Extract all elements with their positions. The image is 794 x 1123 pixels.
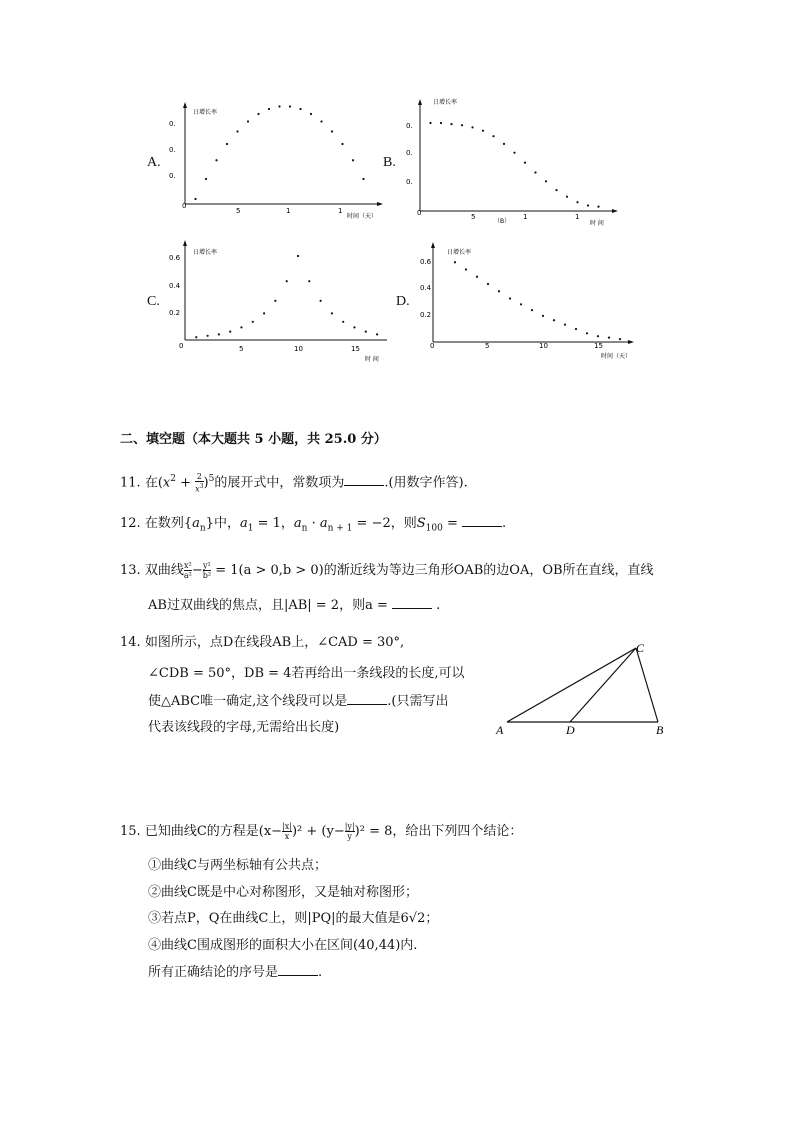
data-point xyxy=(320,120,322,122)
section-title: 二、填空题（本大题共 5 小题，共 25.0 分） xyxy=(120,432,387,447)
q14-line1: 如图所示，点D在线段AB上，∠CAD = 30°, xyxy=(144,635,405,650)
q11-x: x xyxy=(162,475,171,491)
q15-item-3: ③若点P，Q在曲线C上，则|PQ|的最大值是6√2； xyxy=(148,911,439,926)
q15-last-line: 所有正确结论的序号是 . xyxy=(148,965,323,980)
data-point xyxy=(524,162,526,164)
q13-answer-blank[interactable] xyxy=(392,596,432,609)
data-point xyxy=(429,122,431,124)
chart-c-xtick: 0 xyxy=(179,342,184,350)
q12-answer-blank[interactable] xyxy=(462,514,502,527)
data-point xyxy=(545,180,547,182)
q15-frac-y: $\frac{|y|}{y}$ xyxy=(344,822,355,841)
option-c-label: C. xyxy=(147,294,160,309)
q12-tail: . xyxy=(502,516,507,531)
q14-line3: 使△ABC唯一确定,这个线段可以是 .(只需写出 xyxy=(148,694,449,709)
data-point xyxy=(297,255,299,257)
option-a-label: A. xyxy=(147,155,161,170)
data-point xyxy=(509,297,511,299)
data-point xyxy=(331,130,333,132)
q11-power: 5 xyxy=(208,474,215,484)
point-c-label: C xyxy=(636,641,645,655)
chart-b-ytick: 0. xyxy=(406,122,413,130)
data-point xyxy=(531,309,533,311)
chart-d-xtick: 0 xyxy=(430,342,435,350)
data-point xyxy=(205,178,207,180)
data-point xyxy=(440,122,442,124)
question-12 xyxy=(120,514,506,538)
q13-frac-x: $\frac{\text{x²}}{\text{a²}}$ xyxy=(183,561,192,580)
chart-c-xtick: 10 xyxy=(294,345,303,353)
q15-item-4: ④曲线C围成图形的面积大小在区间(40,44)内. xyxy=(148,938,418,953)
q13-frac-y: $\frac{\text{y²}}{\text{b²}}$ xyxy=(202,561,212,580)
data-point xyxy=(553,319,555,321)
option-b-label: B. xyxy=(383,155,396,170)
chart-b-ytick: 0. xyxy=(406,149,413,157)
data-point xyxy=(263,312,265,314)
data-point xyxy=(492,135,494,137)
data-point xyxy=(503,143,505,145)
data-point xyxy=(299,108,301,110)
data-point xyxy=(365,331,367,333)
data-point xyxy=(476,276,478,278)
q11-pre: 在( xyxy=(144,475,163,491)
chart-b-xtick: 5 xyxy=(471,213,476,221)
q15-text: )² + (y− xyxy=(291,824,345,839)
chart-d-ytick: 0.4 xyxy=(420,284,432,292)
q15-text: )² = 8，给出下列四个结论： xyxy=(354,824,523,839)
data-point xyxy=(608,337,610,339)
data-point xyxy=(471,126,473,128)
chart-a-xtick: 1 xyxy=(286,207,291,215)
data-point xyxy=(252,321,254,323)
point-d-label: D xyxy=(566,723,575,737)
chart-a xyxy=(165,100,390,225)
chart-a-xtick: 0 xyxy=(182,202,187,210)
q14-number: 14. xyxy=(120,635,141,650)
chart-d-xtick: 15 xyxy=(594,342,603,350)
chart-d-xtick: 5 xyxy=(485,342,490,350)
chart-c-xtick: 5 xyxy=(239,345,244,353)
q12-s-sub: 100 xyxy=(425,523,443,534)
chart-d xyxy=(413,240,638,365)
data-point xyxy=(236,130,238,132)
q15-item-2: ②曲线C既是中心对称图形，又是轴对称图形； xyxy=(148,885,418,900)
chart-b-note: （B） xyxy=(494,218,511,225)
q11-tail: .(用数字作答). xyxy=(384,475,468,491)
q11-plus: + xyxy=(175,475,196,491)
data-point xyxy=(257,113,259,115)
point-b-label: B xyxy=(656,723,664,737)
chart-a-ytick: 0. xyxy=(169,120,176,128)
data-point xyxy=(597,206,599,208)
data-point xyxy=(278,105,280,107)
q12-eq: = xyxy=(442,516,463,531)
chart-b-xtick: 0 xyxy=(417,209,422,217)
q12-an1-sub: n + 1 xyxy=(327,523,353,534)
data-point xyxy=(331,312,333,314)
data-point xyxy=(575,328,577,330)
chart-d-ytick: 0.2 xyxy=(420,311,432,319)
chart-c xyxy=(165,240,390,365)
data-point xyxy=(342,321,344,323)
q12-text: }中， xyxy=(205,516,240,531)
data-point xyxy=(376,333,378,335)
question-15 xyxy=(120,822,522,841)
q12-a1: a xyxy=(239,516,248,531)
q12-a1-sub: 1 xyxy=(247,523,254,534)
q12-text: = −2，则 xyxy=(352,516,417,531)
data-point xyxy=(194,198,196,200)
chart-c-xlabel: 时 间 xyxy=(365,356,379,363)
chart-d-ylabel: 日增长率 xyxy=(447,249,472,256)
q13-tail: . xyxy=(431,598,441,613)
q15-frac-x: $\frac{|x|}{x}$ xyxy=(282,822,292,841)
q14-line2: ∠CDB = 50°，DB = 4若再给出一条线段的长度,可以 xyxy=(148,666,465,681)
data-point xyxy=(461,124,463,126)
chart-b-ylabel: 日增长率 xyxy=(433,99,458,106)
q13-text: = 1(a > 0,b > 0)的渐近线为等边三角形OAB的边OA，OB所在直线，直线 xyxy=(211,563,654,578)
data-point xyxy=(226,143,228,145)
data-point xyxy=(555,189,557,191)
q13-text: AB过双曲线的焦点，且|AB| = 2，则a = xyxy=(148,598,392,613)
chart-c-xtick: 15 xyxy=(351,345,360,353)
q15-answer-blank[interactable] xyxy=(278,963,318,976)
data-point xyxy=(308,280,310,282)
chart-a-xtick: 5 xyxy=(236,207,241,215)
q11-text: 的展开式中，常数项为 xyxy=(214,475,345,491)
q12-number: 12. xyxy=(120,516,141,531)
chart-c-ytick: 0.2 xyxy=(169,309,181,317)
q15-item-1: ①曲线C与两坐标轴有公共点； xyxy=(148,858,327,873)
data-point xyxy=(229,331,231,333)
data-point xyxy=(542,315,544,317)
data-point xyxy=(286,280,288,282)
chart-d-ytick: 0.6 xyxy=(420,258,432,266)
q12-an-sub: n xyxy=(301,523,308,534)
data-point xyxy=(341,143,343,145)
q11-answer-blank[interactable] xyxy=(344,473,384,486)
q12-text: 在数列{ xyxy=(144,516,193,531)
q11-post: ) xyxy=(203,475,209,491)
chart-b xyxy=(400,92,625,227)
q12-an: a xyxy=(293,516,302,531)
data-point xyxy=(215,159,217,161)
chart-b-ytick: 0. xyxy=(406,178,413,186)
data-point xyxy=(482,130,484,132)
chart-c-ylabel: 日增长率 xyxy=(193,249,218,256)
data-point xyxy=(353,326,355,328)
chart-b-xtick: 1 xyxy=(575,213,580,221)
data-point xyxy=(534,171,536,173)
q12-a-sub: n xyxy=(199,523,206,534)
data-point xyxy=(564,324,566,326)
data-point xyxy=(247,120,249,122)
data-point xyxy=(240,326,242,328)
chart-c-ytick: 0.6 xyxy=(169,254,181,262)
data-point xyxy=(597,335,599,337)
question-11 xyxy=(120,470,468,494)
chart-b-xlabel: 时 间 xyxy=(590,220,604,227)
data-point xyxy=(587,204,589,206)
chart-a-ytick: 0. xyxy=(169,146,176,154)
data-point xyxy=(218,333,220,335)
q14-line4: 代表该线段的字母,无需给出长度) xyxy=(148,720,340,735)
q12-s: S xyxy=(416,516,426,531)
data-point xyxy=(513,152,515,154)
q13-minus: − xyxy=(191,563,203,578)
q12-text: = 1， xyxy=(253,516,294,531)
q11-frac-num: 2 xyxy=(196,472,202,481)
option-d-label: D. xyxy=(396,294,410,309)
q12-dot: · xyxy=(307,516,320,531)
data-point xyxy=(362,178,364,180)
q11-fraction xyxy=(195,472,203,494)
point-a-label: A xyxy=(496,723,504,737)
chart-a-ylabel: 日增长率 xyxy=(193,109,218,116)
data-point xyxy=(207,335,209,337)
data-point xyxy=(586,332,588,334)
question-13 xyxy=(120,561,654,580)
chart-d-xtick: 10 xyxy=(539,342,548,350)
q15-text: 已知曲线C的方程是(x− xyxy=(144,824,283,839)
data-point xyxy=(576,201,578,203)
q12-a: a xyxy=(192,516,200,531)
q13-number: 13. xyxy=(120,563,141,578)
data-point xyxy=(320,300,322,302)
data-point xyxy=(310,113,312,115)
q11-frac-den: $x^3$ xyxy=(195,483,204,494)
data-point xyxy=(450,123,452,125)
data-point xyxy=(487,283,489,285)
data-point xyxy=(498,290,500,292)
chart-b-xtick: 1 xyxy=(523,213,528,221)
triangle-figure xyxy=(490,636,680,740)
data-point xyxy=(195,336,197,338)
q11-x-exp: 2 xyxy=(170,474,176,484)
chart-a-xtick: 1 xyxy=(338,207,343,215)
data-point xyxy=(454,261,456,263)
data-point xyxy=(274,300,276,302)
q14-answer-blank[interactable] xyxy=(347,692,387,705)
chart-c-ytick: 0.4 xyxy=(169,282,181,290)
q13-text: 双曲线 xyxy=(144,563,184,578)
data-point xyxy=(619,338,621,340)
q11-number: 11. xyxy=(120,475,141,491)
data-point xyxy=(566,196,568,198)
data-point xyxy=(352,159,354,161)
data-point xyxy=(289,105,291,107)
data-point xyxy=(520,303,522,305)
q15-number: 15. xyxy=(120,824,141,839)
data-point xyxy=(465,268,467,270)
chart-a-ytick: 0. xyxy=(169,172,176,180)
question-13-line2 xyxy=(148,594,440,613)
q12-an1: a xyxy=(319,516,328,531)
chart-d-xlabel: 时间（天） xyxy=(601,353,632,360)
data-point xyxy=(268,108,270,110)
question-14 xyxy=(120,634,404,652)
chart-a-xlabel: 时间（天） xyxy=(347,213,378,220)
